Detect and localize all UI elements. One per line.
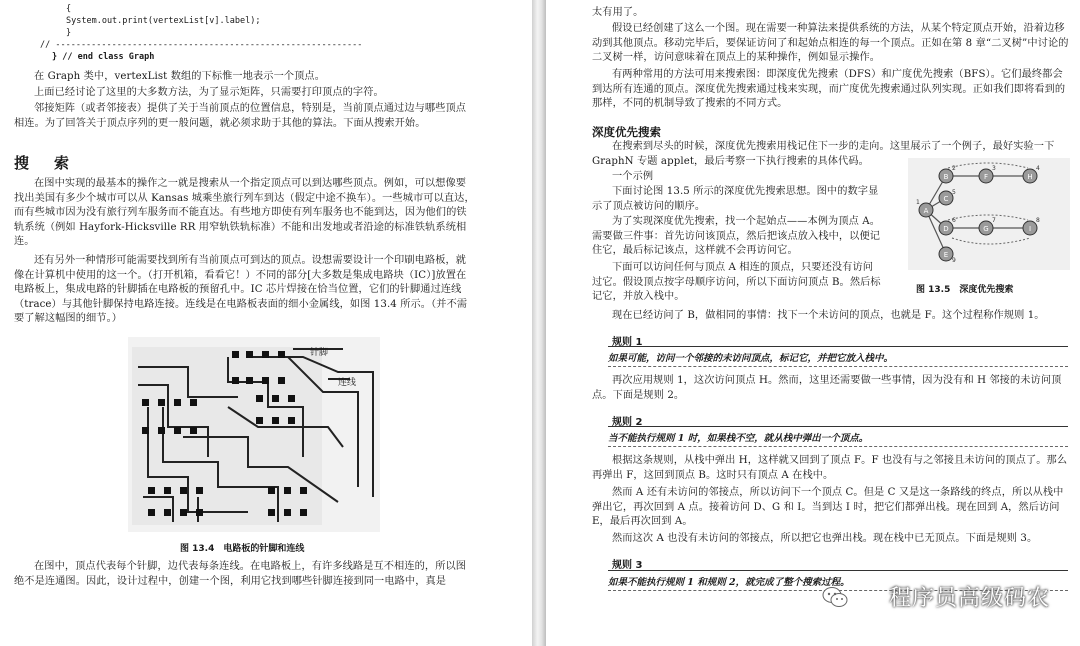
visit-order-label: 6 (952, 217, 956, 224)
wechat-icon (822, 586, 848, 608)
visit-order-label: 8 (1036, 217, 1040, 224)
rule-1-box: 如果可能，访问一个邻接的未访问顶点，标记它，并把它放入栈中。 (608, 346, 1068, 367)
paragraph: 太有用了。 (592, 7, 644, 18)
code-line: } // end class Graph (52, 52, 155, 62)
paragraph: 根据这条规则，从栈中弹出 H，这样就又回到了顶点 F。F 也没有与之邻接且未访问的顶点了。那么再弹出 F，这回到顶点 B。这时只有顶点 A 在栈中。 (592, 455, 1068, 481)
example-title: 一个示例 (612, 171, 654, 182)
book-gutter (532, 0, 546, 646)
visit-order-label: 9 (952, 257, 956, 264)
paragraph: 然而 A 还有未访问的邻接点，所以访问下一个顶点 C。但是 C 又是这一条路线的终点，所以从栈中弹出它，再次回到 A 点。接着访问 D、G 和 I。当到达 I 时，把它们都弹出栈。现在回到 A，然后访问 E，最后再次回到 A。 (592, 487, 1064, 528)
node-label: H (1027, 173, 1033, 181)
paragraph: 再次应用规则 1，这次访问顶点 H。然而，这里还需要做一些事情，因为没有和 H 邻接的未访问顶点。下面是规则 2。 (592, 375, 1062, 401)
paragraph: 为了实现深度优先搜索，找一个起始点——本例为顶点 A。需要做三件事：首先访问该顶点，然后把该点放入栈中，以便记住它，最后标记该点，这样就不会再访问它。 (592, 216, 881, 257)
section-title: 搜 索 (14, 154, 75, 172)
node-label: A (923, 207, 929, 215)
code-block (40, 3, 486, 63)
code-line: // ------------------------------------------------------------ (40, 40, 363, 50)
paragraph: 还有另外一种情形可能需要找到所有当前顶点可到达的顶点。设想需要设计一个印刷电路板，就像在计算机中使用的这一个。（打开机箱，看看它！）不同的部分[大多数是集成电路块（IC）]放置在电路板上，集成电路的针脚插在电路板的预留孔中。IC 芯片焊接在恰当位置，它们的针脚通过连线（trace）与其他针脚保持电路连接。连线是在电路板表面的细小金属线，如图 13.4 所示。（并不需要了解这幅图的细节。） (14, 255, 468, 325)
rule-3-box: 如果不能执行规则 1 和规则 2，就完成了整个搜索过程。 (608, 570, 1068, 591)
figure-caption: 图 13.5 深度优先搜索 (916, 285, 1014, 295)
visit-order-label: 1 (916, 199, 920, 206)
node-label: I (1028, 225, 1032, 233)
visit-order-label: 7 (992, 217, 996, 224)
figure-label-pins: 针脚 (310, 348, 329, 358)
paragraph: 邻接矩阵（或者邻接表）提供了关于当前顶点的位置信息，特别是，当前顶点通过边与哪些顶点相连。为了回答关于顶点序列的更一般问题，就必须求助于其他的算法。下面从搜索开始。 (14, 103, 467, 129)
paragraph: 下面可以访问任何与顶点 A 相连的顶点，只要还没有访问过它。假设顶点按字母顺序访问，所以下面访问顶点 B。然后标记它，并放入栈中。 (592, 262, 881, 303)
watermark-text: 程序员高级码农 (888, 586, 1050, 611)
node-label: E (943, 251, 949, 259)
rule-2-box: 当不能执行规则 1 时，如果栈不空，就从栈中弹出一个顶点。 (608, 426, 1068, 447)
dfs-graph-diagram (908, 158, 1070, 270)
paragraph: 然而这次 A 也没有未访问的邻接点，所以把它也弹出栈。现在栈中已无顶点。下面是规则 3。 (612, 533, 1038, 544)
figure-caption: 图 13.4 电路板的针脚和连线 (180, 544, 305, 554)
figure-label-traces: 连线 (338, 378, 357, 388)
node-label: F (983, 173, 989, 181)
rule-3-title: 规则 3 (612, 560, 643, 571)
paragraph: 下面讨论图 13.5 所示的深度优先搜索思想。图中的数字显示了顶点被访问的顺序。 (592, 186, 879, 212)
right-page (546, 0, 1080, 646)
paragraph: 现在已经访问了 B，做相同的事情：找下一个未访问的顶点，也就是 F。这个过程称作规则 1。 (612, 310, 1045, 321)
paragraph: 假设已经创建了这么一个图。现在需要一种算法来提供系统的方法，从某个特定顶点开始，沿着边移动到其他顶点。移动完毕后，要保证访问了和起始点相连的每一个顶点。正如在第 8 章“二叉树”中讨论的二叉树一样，访问意味着在顶点上的某种操作，例如显示操作。 (592, 23, 1069, 64)
node-label: B (943, 173, 949, 181)
visit-order-label: 4 (1036, 165, 1040, 172)
rule-1-title: 规则 1 (612, 337, 643, 348)
visit-order-label: 2 (952, 165, 956, 172)
node-label: C (943, 195, 949, 203)
visit-order-label: 5 (952, 189, 956, 196)
code-line: System.out.print(vertexList[v].label); (66, 16, 261, 26)
paragraph: 在 Graph 类中，vertexList 数组的下标惟一地表示一个顶点。 (34, 71, 326, 82)
paragraph: 在图中实现的最基本的操作之一就是搜索从一个指定顶点可以到达哪些顶点。例如，可以想像要找出美国有多少个城市可以从 Kansas 城乘坐旅行列车到达（假定中途不换车）。一些城市可以直达，而有些城市因为没有旅行列车服务而不能直达。有些地方即使有列车服务也不能到达，因为他们的铁轨系统（例如 Hayfork-Hicksville RR 用窄轨铁轨标准）不能和出发地或者沿途的标准铁轨系统相连。 (14, 178, 475, 248)
paragraph: 有两种常用的方法可用来搜索图：即深度优先搜索（DFS）和广度优先搜索（BFS）。它们最终都会到达所有连通的顶点。深度优先搜索通过栈来实现，而广度优先搜索通过队列实现。正如我们即将看到的那样，不同的机制导致了搜索的不同方式。 (592, 69, 1066, 110)
dfs-figure (908, 158, 1070, 270)
code-line: } (66, 28, 72, 38)
node-label: D (943, 225, 949, 233)
circuit-board-figure (128, 337, 380, 532)
left-page (0, 0, 532, 646)
visit-order-label: 3 (992, 165, 996, 172)
paragraph: 在图中，顶点代表每个针脚，边代表每条连线。在电路板上，有许多线路是互不相连的，所以图绝不是连通图。因此，设计过程中，创建一个图，利用它找到哪些针脚连接到同一电路中，真是 (14, 561, 467, 587)
subsection-title: 深度优先搜索 (592, 125, 661, 139)
circuit-board-diagram (128, 337, 380, 532)
paragraph: 上面已经讨论了这里的大多数方法，为了显示矩阵，只需要打印顶点的字符。 (34, 87, 384, 98)
code-line: { (66, 4, 72, 14)
node-label: G (983, 225, 989, 233)
rule-2-title: 规则 2 (612, 417, 643, 428)
paragraph: 在搜索到尽头的时候，深度优先搜索用栈记住下一步的走向。这里展示了一个例子，最好实验一下 GraphN 专题 applet，最后考察一下执行搜索的具体代码。 (592, 141, 1055, 167)
